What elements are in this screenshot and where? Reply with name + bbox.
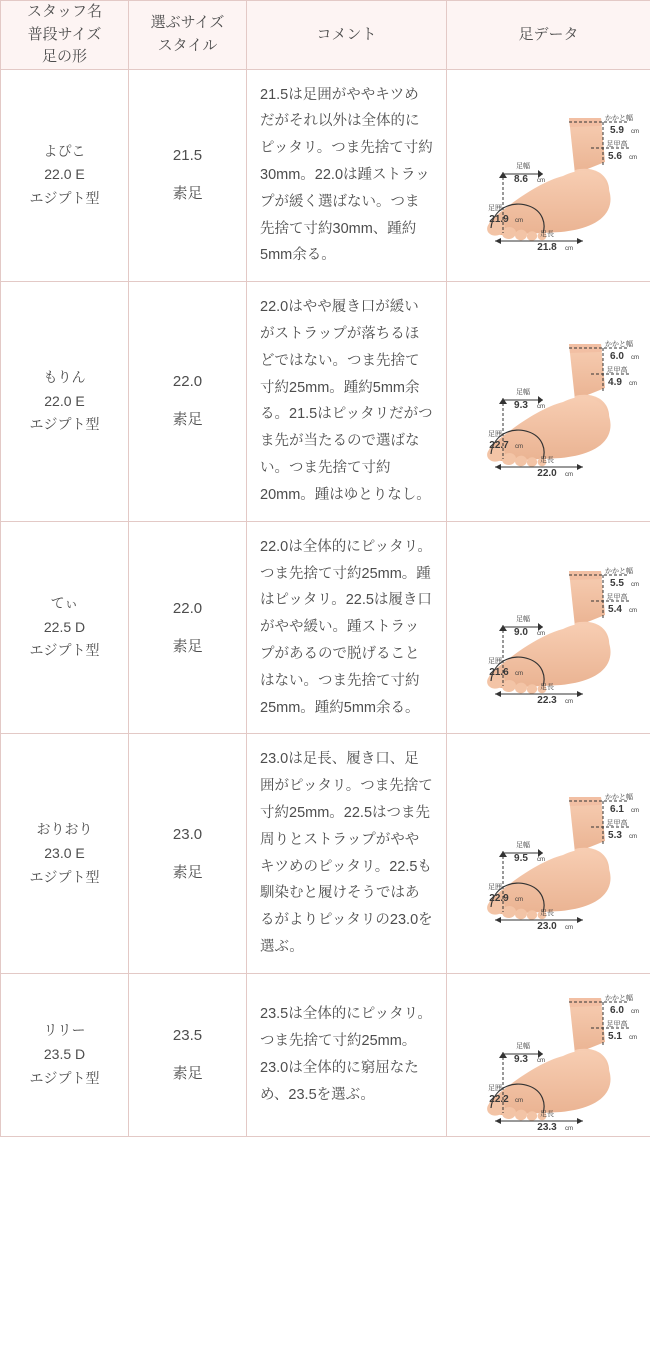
- wear-style: 素足: [172, 863, 203, 881]
- svg-text:足囲: 足囲: [487, 205, 502, 213]
- chosen-size: 23.0: [172, 825, 203, 843]
- svg-text:cm: cm: [536, 856, 545, 863]
- svg-text:足甲高: 足甲高: [606, 141, 627, 149]
- svg-text:足長: 足長: [539, 683, 554, 691]
- svg-text:足甲高: 足甲高: [606, 593, 627, 601]
- size-cell: [129, 973, 247, 1136]
- chosen-size: 23.5: [172, 1026, 203, 1044]
- foot-data-cell: [447, 69, 650, 282]
- staff-cell: [1, 734, 129, 974]
- svg-text:かかと幅: かかと幅: [604, 994, 633, 1002]
- comment-cell: 23.0は足長、履き口、足囲がピッタリ。つま先捨て寸約25mm。22.5はつま先周りとストラップがややキツめのピッタリ。22.5も馴染むと履けそうではあるがよりピッタリの23.0を選ぶ。: [247, 734, 447, 974]
- staff-foot-shape: エジプト型: [29, 190, 100, 207]
- svg-text:cm: cm: [628, 155, 637, 162]
- svg-text:cm: cm: [536, 404, 545, 411]
- staff-usual-size: 23.5 D: [43, 1045, 86, 1062]
- comment-cell: 21.5は足囲がややキツめだがそれ以外は全体的にピッタリ。つま先捨て寸約30mm。22.0は踵ストラップが緩く選ばない。つま先捨て寸約30mm、踵約5mm余る。: [247, 69, 447, 282]
- svg-text:cm: cm: [564, 246, 573, 251]
- svg-text:足長: 足長: [539, 231, 554, 239]
- svg-text:cm: cm: [564, 472, 573, 477]
- svg-text:6.0: 6.0: [609, 1004, 624, 1016]
- foot-measurement-illustration: [451, 100, 647, 250]
- foot-data-cell: [447, 282, 650, 522]
- svg-text:足幅: 足幅: [515, 1042, 530, 1050]
- size-spacer: [133, 394, 242, 408]
- size-spacer: [133, 621, 242, 635]
- svg-text:cm: cm: [514, 218, 523, 225]
- svg-text:6.0: 6.0: [609, 351, 624, 363]
- table-row: [1, 973, 650, 1136]
- svg-text:cm: cm: [630, 129, 639, 136]
- svg-text:足甲高: 足甲高: [606, 367, 627, 375]
- svg-text:かかと幅: かかと幅: [604, 567, 633, 575]
- svg-text:23.0: 23.0: [536, 920, 557, 929]
- wear-style: 素足: [172, 411, 203, 429]
- header-row: [1, 1, 650, 70]
- svg-text:4.9: 4.9: [607, 377, 622, 389]
- foot-data-cell: [447, 521, 650, 734]
- svg-text:足長: 足長: [539, 1110, 554, 1118]
- staff-name: リリー: [43, 1022, 86, 1039]
- header-staff-line-1: スタッフ名: [26, 3, 102, 20]
- svg-text:足囲: 足囲: [487, 883, 502, 891]
- foot-diagram: [451, 980, 647, 1130]
- staff-usual-size: 22.0 E: [44, 166, 85, 183]
- svg-text:8.6: 8.6: [513, 174, 528, 186]
- foot-diagram: [451, 100, 647, 250]
- foot-diagram: [451, 779, 647, 929]
- svg-text:cm: cm: [514, 444, 523, 451]
- size-cell: [129, 734, 247, 974]
- svg-text:足幅: 足幅: [515, 163, 530, 171]
- foot-measurement-illustration: [451, 779, 647, 929]
- svg-text:かかと幅: かかと幅: [604, 341, 633, 349]
- header-size-line-2: スタイル: [157, 36, 218, 54]
- staff-foot-shape: エジプト型: [29, 642, 100, 659]
- svg-text:足幅: 足幅: [515, 841, 530, 849]
- svg-text:足長: 足長: [539, 909, 554, 917]
- staff-cell: [1, 282, 129, 522]
- svg-text:21.8: 21.8: [536, 242, 557, 251]
- svg-text:cm: cm: [628, 1034, 637, 1041]
- svg-text:9.3: 9.3: [513, 400, 528, 412]
- svg-text:足長: 足長: [539, 457, 554, 465]
- svg-text:5.4: 5.4: [607, 603, 622, 615]
- staff-cell: [1, 69, 129, 282]
- table-header: [1, 1, 650, 70]
- table-row: [1, 282, 650, 522]
- size-spacer: [133, 1048, 242, 1062]
- chosen-size: 22.0: [172, 373, 203, 391]
- staff-name: おりおり: [36, 820, 93, 837]
- staff-name: てぃ: [50, 594, 79, 611]
- svg-text:5.9: 5.9: [609, 125, 624, 137]
- svg-text:22.3: 22.3: [536, 694, 557, 703]
- svg-text:23.3: 23.3: [536, 1121, 557, 1130]
- staff-usual-size: 22.0 E: [44, 392, 85, 409]
- header-comment: コメント: [247, 1, 447, 70]
- table-body: [1, 69, 650, 1136]
- size-spacer: [133, 168, 242, 182]
- header-size-line-1: 選ぶサイズ: [150, 14, 225, 32]
- svg-text:足囲: 足囲: [487, 1084, 502, 1092]
- svg-text:cm: cm: [514, 1097, 523, 1104]
- header-foot-data: 足データ: [447, 1, 650, 70]
- svg-text:cm: cm: [628, 381, 637, 388]
- foot-diagram: [451, 553, 647, 703]
- wear-style: 素足: [172, 637, 203, 655]
- svg-text:cm: cm: [630, 355, 639, 362]
- svg-text:cm: cm: [564, 924, 573, 929]
- foot-measurement-illustration: [451, 980, 647, 1130]
- wear-style: 素足: [172, 1064, 203, 1082]
- svg-text:cm: cm: [628, 607, 637, 614]
- svg-text:9.3: 9.3: [513, 1053, 528, 1065]
- svg-text:9.5: 9.5: [513, 852, 528, 864]
- header-size: [129, 1, 247, 70]
- svg-text:足幅: 足幅: [515, 615, 530, 623]
- svg-text:cm: cm: [536, 178, 545, 185]
- table-row: [1, 521, 650, 734]
- staff-cell: [1, 973, 129, 1136]
- svg-text:かかと幅: かかと幅: [604, 793, 633, 801]
- header-staff: [1, 1, 129, 70]
- svg-text:かかと幅: かかと幅: [604, 115, 633, 123]
- chosen-size: 21.5: [172, 147, 203, 165]
- header-staff-line-3: 足の形: [41, 48, 87, 65]
- staff-foot-shape: エジプト型: [29, 1069, 100, 1086]
- svg-text:cm: cm: [514, 896, 523, 903]
- svg-text:22.2: 22.2: [488, 1093, 509, 1105]
- header-staff-line-2: 普段サイズ: [27, 25, 102, 43]
- svg-text:21.9: 21.9: [488, 214, 509, 226]
- svg-text:cm: cm: [630, 807, 639, 814]
- table-row: [1, 69, 650, 282]
- svg-text:22.9: 22.9: [488, 892, 509, 904]
- svg-text:5.1: 5.1: [607, 1030, 622, 1042]
- svg-text:6.1: 6.1: [609, 803, 624, 815]
- size-cell: [129, 521, 247, 734]
- comment-cell: 23.5は全体的にピッタリ。つま先捨て寸約25mm。23.0は全体的に窮屈なため、23.5を選ぶ。: [247, 973, 447, 1136]
- svg-text:5.6: 5.6: [607, 151, 622, 163]
- svg-text:cm: cm: [536, 1057, 545, 1064]
- foot-data-cell: [447, 973, 650, 1136]
- foot-measurement-illustration: [451, 326, 647, 476]
- size-spacer: [133, 847, 242, 861]
- svg-text:5.3: 5.3: [607, 829, 622, 841]
- size-cell: [129, 69, 247, 282]
- staff-foot-shape: エジプト型: [29, 416, 100, 433]
- staff-usual-size: 22.5 D: [43, 618, 86, 635]
- svg-text:cm: cm: [630, 581, 639, 588]
- foot-measurement-illustration: [451, 553, 647, 703]
- svg-text:足甲高: 足甲高: [606, 1020, 627, 1028]
- chosen-size: 22.0: [172, 599, 203, 617]
- svg-text:21.6: 21.6: [488, 666, 509, 678]
- staff-foot-shape: エジプト型: [29, 868, 100, 885]
- svg-text:9.0: 9.0: [513, 626, 528, 638]
- size-cell: [129, 282, 247, 522]
- svg-text:cm: cm: [564, 1125, 573, 1130]
- staff-name: よぴこ: [43, 142, 86, 159]
- staff-cell: [1, 521, 129, 734]
- svg-text:cm: cm: [628, 833, 637, 840]
- foot-diagram: [451, 326, 647, 476]
- svg-text:22.0: 22.0: [536, 468, 557, 477]
- svg-text:cm: cm: [536, 630, 545, 637]
- svg-text:cm: cm: [514, 670, 523, 677]
- staff-usual-size: 23.0 E: [44, 844, 85, 861]
- table-row: [1, 734, 650, 974]
- svg-text:足幅: 足幅: [515, 389, 530, 397]
- comment-cell: 22.0はやや履き口が緩いがストラップが落ちるほどではない。つま先捨て寸約25mm。踵約5mm余る。21.5はピッタリだがつま先が当たるので選ばない。つま先捨て寸約20mm。踵はゆとりなし。: [247, 282, 447, 522]
- svg-text:足囲: 足囲: [487, 657, 502, 665]
- comment-cell: 22.0は全体的にピッタリ。つま先捨て寸約25mm。踵はピッタリ。22.5は履き口がやや緩い。踵ストラップがあるので脱げることはない。つま先捨て寸約25mm。踵約5mm余る。: [247, 521, 447, 734]
- svg-text:足甲高: 足甲高: [606, 819, 627, 827]
- svg-text:22.7: 22.7: [488, 440, 509, 452]
- wear-style: 素足: [172, 185, 203, 203]
- svg-text:cm: cm: [564, 698, 573, 703]
- svg-text:cm: cm: [630, 1008, 639, 1015]
- svg-text:5.5: 5.5: [609, 577, 624, 589]
- staff-name: もりん: [43, 368, 86, 385]
- svg-text:足囲: 足囲: [487, 431, 502, 439]
- foot-data-cell: [447, 734, 650, 974]
